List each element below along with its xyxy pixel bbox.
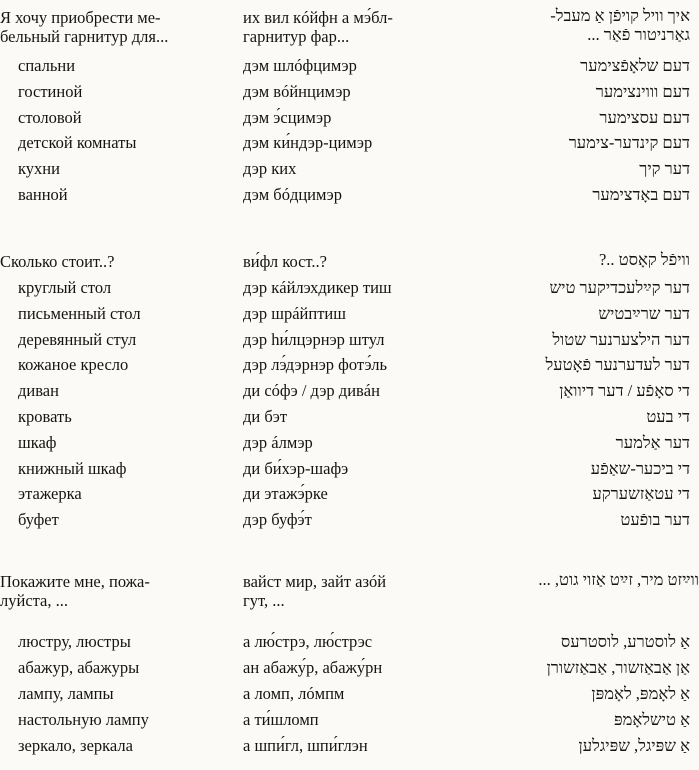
- list-item: [0, 278, 699, 304]
- yiddish-header-line: גאַרניטור פֿאַר ...: [587, 25, 690, 44]
- yiddish-term: די ביכער-שאַפֿע: [590, 458, 690, 478]
- yiddish-term: דעם קינדער-צימער: [568, 133, 690, 153]
- transliteration: дэм шлóфцимэр: [243, 56, 357, 75]
- list-item: [0, 510, 699, 536]
- transliteration: дэр hи́лцэрнэр штул: [243, 329, 385, 349]
- yiddish-term: דער שרײַבטיש: [598, 303, 690, 323]
- russian-term: абажур, абажуры: [18, 658, 140, 677]
- section-header: [0, 0, 699, 48]
- russian-term: детской комнаты: [18, 133, 137, 153]
- russian-term: кожаное кресло: [18, 355, 129, 375]
- russian-term: зеркало, зеркала: [18, 736, 133, 755]
- transliteration: а шпи́гл, шпи́глэн: [243, 736, 368, 755]
- yiddish-term: דער קײַלעכדיקער טיש: [549, 278, 690, 297]
- transliteration-header-line: вайст мир, зайт азóй: [243, 572, 387, 591]
- yiddish-term: אַ לאָמפּ, לאָמפּן: [591, 684, 690, 703]
- russian-term: письменный стол: [18, 303, 141, 323]
- transliteration: дэм ки́ндэр-цимэр: [243, 133, 373, 153]
- russian-term: настольную лампу: [18, 710, 149, 729]
- transliteration-header-line: гут, ...: [243, 591, 285, 610]
- yiddish-term: אַן אַבאַזשור, אַבאַזשורן: [546, 658, 690, 677]
- transliteration: ди бэт: [243, 406, 288, 426]
- list-item: [0, 304, 699, 330]
- list-item: [0, 736, 699, 762]
- list-item: [0, 658, 699, 684]
- yiddish-header-line: ווײַזט מיר, זײַט אַזוי גוט, ...: [538, 570, 699, 589]
- transliteration: дэр шрáйптиш: [243, 303, 346, 323]
- transliteration-header: [243, 8, 473, 46]
- yiddish-term: די בעט: [646, 406, 690, 426]
- yiddish-term: אַ לוסטרע, לוסטרעס: [560, 632, 690, 651]
- yiddish-term: די עטאַזשערקע: [592, 484, 690, 504]
- russian-header: [0, 8, 222, 46]
- transliteration: а ти́шломп: [243, 710, 319, 729]
- list-item: [0, 108, 699, 134]
- list-item: [0, 82, 699, 108]
- list-item: [0, 484, 699, 510]
- yiddish-term: דער לעדערנער פֿאָטעל: [545, 355, 690, 375]
- transliteration-header-line: гарнитур фар...: [243, 27, 350, 46]
- list-item: [0, 330, 699, 356]
- russian-term: деревянный стул: [18, 329, 137, 349]
- russian-term: диван: [18, 381, 59, 401]
- russian-term: книжный шкаф: [18, 458, 127, 478]
- section-show-me: [0, 570, 699, 755]
- section-furniture-set: [0, 0, 699, 204]
- russian-term: кухни: [18, 159, 60, 179]
- russian-term: этажерка: [18, 484, 82, 504]
- russian-header: [0, 572, 222, 610]
- list-item: [0, 355, 699, 381]
- russian-term: лампу, лампы: [18, 684, 114, 703]
- yiddish-term: דער בופֿעט: [620, 510, 690, 530]
- transliteration: дэм вóйнцимэр: [243, 81, 351, 101]
- russian-term: круглый стол: [18, 278, 112, 297]
- yiddish-header: [479, 570, 699, 589]
- yiddish-term: דעם עסצימער: [599, 107, 690, 127]
- transliteration: ан абажу́р, абажу́рн: [243, 658, 383, 677]
- russian-term: буфет: [18, 510, 59, 530]
- yiddish-term: דער הילצערנער שטול: [552, 329, 690, 349]
- russian-header: Сколько стоит..?: [0, 252, 115, 271]
- russian-term: спальни: [18, 56, 76, 75]
- list-item: [0, 632, 699, 658]
- transliteration: дэм э́сцимэр: [243, 107, 332, 127]
- transliteration: дэр кáйлэхдикер тиш: [243, 278, 392, 297]
- transliteration: дэр áлмэр: [243, 432, 313, 452]
- section-header: [0, 570, 699, 614]
- transliteration: ди сóфэ / дэр дивáн: [243, 381, 380, 401]
- transliteration: дэм бóдцимэр: [243, 184, 342, 204]
- yiddish-term: די סאָפֿע / דער דיוואַן: [559, 381, 690, 401]
- russian-term: люстру, люстры: [18, 632, 131, 651]
- list-item: [0, 185, 699, 211]
- russian-header-line: Я хочу приобрести ме-: [0, 8, 161, 27]
- russian-header-line: Покажите мне, пожа-: [0, 572, 150, 591]
- russian-term: гостиной: [18, 81, 83, 101]
- russian-term: шкаф: [18, 432, 57, 452]
- section-header: [0, 248, 699, 275]
- transliteration: а лю́стрэ, лю́стрэс: [243, 632, 373, 651]
- yiddish-term: דעם באָדצימער: [592, 184, 690, 204]
- yiddish-term: אַ שפּיגל, שפּיגלען: [578, 736, 690, 755]
- list-item: [0, 133, 699, 159]
- russian-header-line: бельный гарнитур для...: [0, 27, 169, 46]
- transliteration: ди би́хэр-шафэ: [243, 458, 349, 478]
- transliteration: а ломп, лóмпм: [243, 684, 345, 703]
- list-item: [0, 381, 699, 407]
- list-item: [0, 56, 699, 82]
- transliteration-header-line: их вил кóйфн а мэ́бл-: [243, 8, 393, 27]
- transliteration: дэр лэ́дэрнэр фотэ́ль: [243, 355, 388, 375]
- list-item: [0, 459, 699, 485]
- list-item: [0, 433, 699, 459]
- section-price-question: [0, 248, 699, 530]
- yiddish-term: דעם וווינצימער: [595, 81, 690, 101]
- yiddish-header: וויפֿל קאָסט ..?: [598, 250, 690, 269]
- yiddish-header-line: איך וויל קויפֿן אַ מעבל-: [550, 6, 690, 25]
- list-item: [0, 710, 699, 736]
- transliteration: ди этажэ́рке: [243, 484, 328, 504]
- list-item: [0, 407, 699, 433]
- yiddish-term: דעם שלאָפֿצימער: [580, 56, 690, 75]
- transliteration: дэр ких: [243, 159, 297, 179]
- russian-term: столовой: [18, 107, 82, 127]
- list-item: [0, 684, 699, 710]
- russian-header-line: луйста, ...: [0, 591, 68, 610]
- transliteration: дэр буфэ́т: [243, 510, 312, 530]
- yiddish-term: דער אַלמער: [615, 432, 690, 452]
- list-item: [0, 159, 699, 185]
- yiddish-term: דער קיך: [639, 159, 690, 179]
- yiddish-header: [470, 6, 690, 44]
- transliteration-header: ви́фл кост..?: [243, 252, 327, 271]
- russian-term: ванной: [18, 184, 68, 204]
- transliteration-header: [243, 572, 473, 610]
- yiddish-term: אַ טישלאָמפּ: [613, 710, 690, 729]
- russian-term: кровать: [18, 406, 72, 426]
